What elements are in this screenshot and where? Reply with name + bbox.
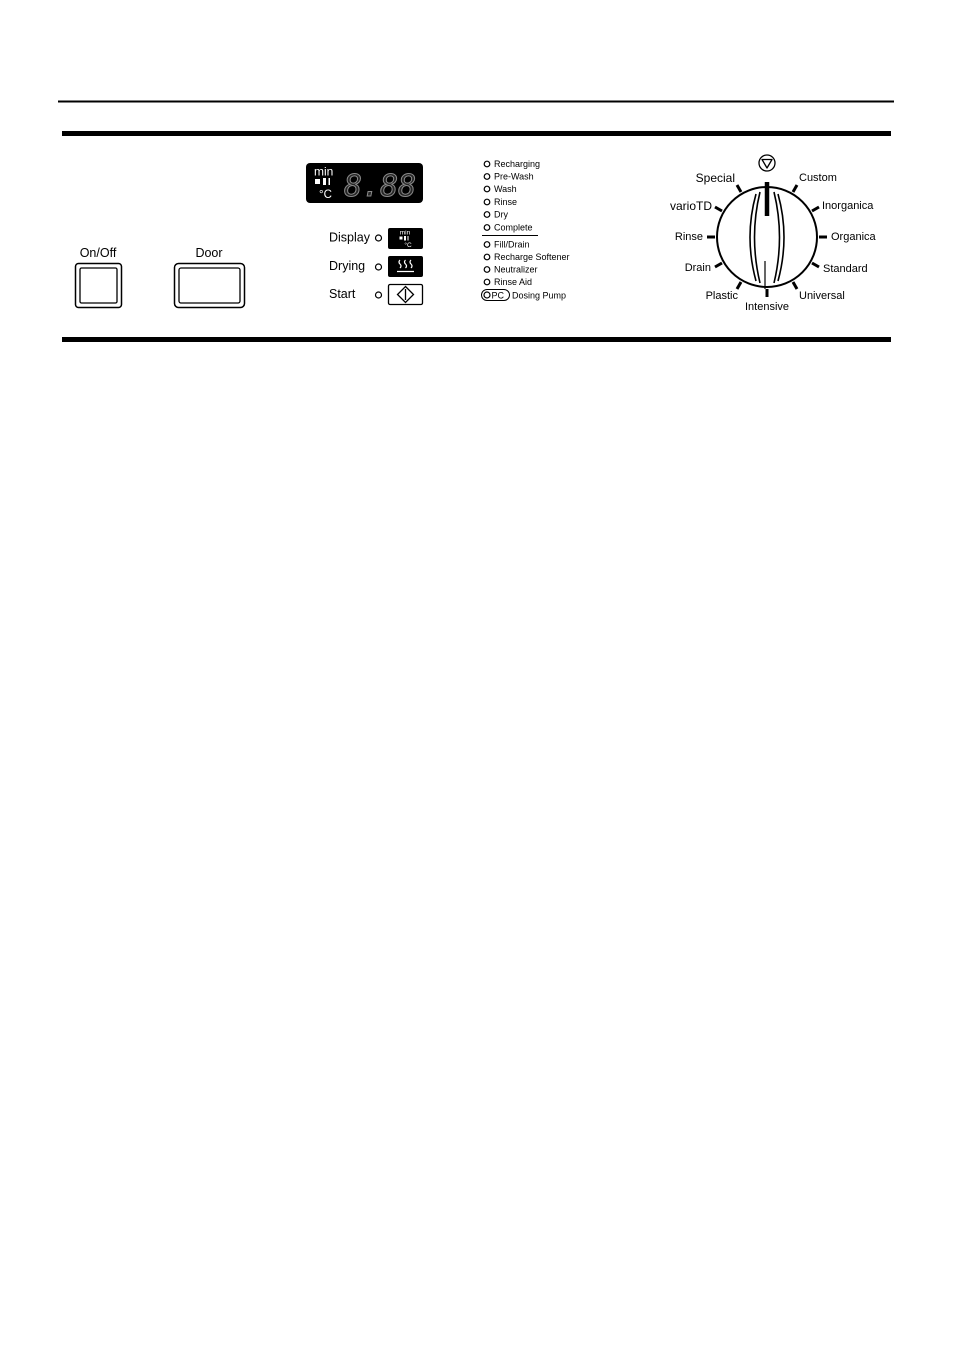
drying-led — [376, 264, 382, 270]
program-label-special: Special — [695, 171, 735, 185]
status-indicator — [484, 252, 569, 262]
dosing-label: Dosing Pump — [512, 290, 567, 301]
toggle-icon-minutes: min — [399, 229, 411, 237]
drying-button-face[interactable] — [388, 256, 423, 277]
program-label-intensive: Intensive — [744, 301, 790, 313]
time-temperature-display — [306, 163, 423, 204]
program-dial-knob[interactable] — [717, 182, 817, 289]
program-selector — [670, 155, 877, 313]
status-indicator — [484, 265, 537, 275]
door-control — [175, 246, 245, 308]
dosing-badge-text: PC — [491, 290, 505, 301]
indicator-bar — [323, 178, 326, 185]
toggle-icon-square — [400, 237, 403, 240]
dial-tick — [793, 185, 797, 192]
panel-bottom-edge — [62, 337, 891, 342]
status-led — [484, 186, 490, 192]
status-indicator — [484, 159, 540, 169]
status-indicator — [484, 223, 532, 233]
power-control — [76, 246, 122, 308]
program-label-universal: Universal — [799, 290, 845, 302]
program-label-organica: Organica — [831, 231, 876, 243]
status-label: Recharge Softener — [494, 252, 570, 263]
status-label: Wash — [494, 184, 517, 195]
off-symbol-triangle — [762, 160, 772, 169]
status-indicator — [484, 197, 517, 207]
dial-tick — [715, 207, 722, 211]
status-led — [484, 254, 490, 260]
status-indicator — [484, 277, 532, 287]
start-row — [329, 285, 423, 305]
status-label: Dry — [494, 209, 508, 220]
dial-tick — [737, 185, 741, 192]
panel-top-edge — [62, 131, 891, 136]
toggle-icon-bar — [404, 236, 406, 241]
status-indicator — [484, 184, 516, 194]
drying-label: Drying — [329, 259, 366, 273]
status-label: Rinse — [494, 197, 518, 208]
status-label: Neutralizer — [494, 264, 538, 275]
status-label: Fill/Drain — [494, 239, 530, 250]
status-label: Pre-Wash — [494, 171, 534, 182]
indicator-thin-bar — [329, 178, 331, 185]
status-led — [484, 225, 490, 231]
status-indicator — [484, 172, 533, 182]
status-indicator — [484, 240, 529, 250]
indicator-square — [315, 179, 320, 184]
display-toggle-led — [376, 235, 382, 241]
status-label: Rinse Aid — [494, 277, 533, 288]
display-toggle-button[interactable] — [388, 228, 423, 249]
program-label-drain: Drain — [684, 262, 711, 274]
power-button-label: On/Off — [79, 246, 117, 260]
program-label-standard: Standard — [823, 263, 868, 275]
power-button-frame[interactable] — [76, 264, 122, 308]
off-triangle-icon — [759, 155, 775, 171]
display-unit-temperature: °C — [319, 189, 332, 201]
status-led — [484, 267, 490, 273]
status-led — [484, 161, 490, 167]
status-label: Recharging — [494, 159, 541, 170]
program-label-inorganica: Inorganica — [822, 200, 874, 212]
toggle-icon-temperature: °C — [404, 242, 412, 249]
status-led — [484, 242, 490, 248]
door-button-frame[interactable] — [175, 264, 245, 308]
dosing-pump-indicator — [482, 290, 567, 301]
status-led — [484, 212, 490, 218]
program-label-rinse: Rinse — [674, 231, 703, 243]
power-button-face[interactable] — [80, 268, 117, 303]
status-label: Complete — [494, 222, 533, 233]
dial-tick — [812, 207, 819, 211]
start-led — [376, 292, 382, 298]
door-button-label: Door — [195, 246, 223, 260]
door-button[interactable] — [175, 264, 245, 308]
status-led — [484, 279, 490, 285]
dosing-led — [484, 292, 490, 298]
program-label-variotd: varioTD — [669, 199, 712, 213]
dial-tick — [715, 263, 722, 267]
start-button[interactable] — [389, 285, 423, 305]
power-button[interactable] — [76, 264, 122, 308]
status-indicator-list — [482, 159, 570, 300]
program-label-plastic: Plastic — [705, 290, 738, 302]
display-unit-minutes: min — [314, 164, 334, 179]
status-indicator — [484, 210, 508, 220]
start-label: Start — [329, 287, 356, 301]
dial-tick — [812, 263, 819, 267]
drying-button[interactable] — [388, 256, 423, 277]
door-button-face[interactable] — [179, 268, 240, 303]
dial-tick — [793, 282, 797, 289]
toggle-icon-thin-bar — [408, 236, 409, 241]
program-label-custom: Custom — [799, 172, 837, 184]
display-readout: 8.88 — [344, 169, 417, 204]
display-toggle-label: Display — [329, 230, 370, 245]
status-led — [484, 199, 490, 205]
drying-row — [329, 256, 423, 277]
status-led — [484, 174, 490, 180]
display-toggle-row — [329, 228, 423, 249]
dial-tick — [737, 282, 741, 289]
